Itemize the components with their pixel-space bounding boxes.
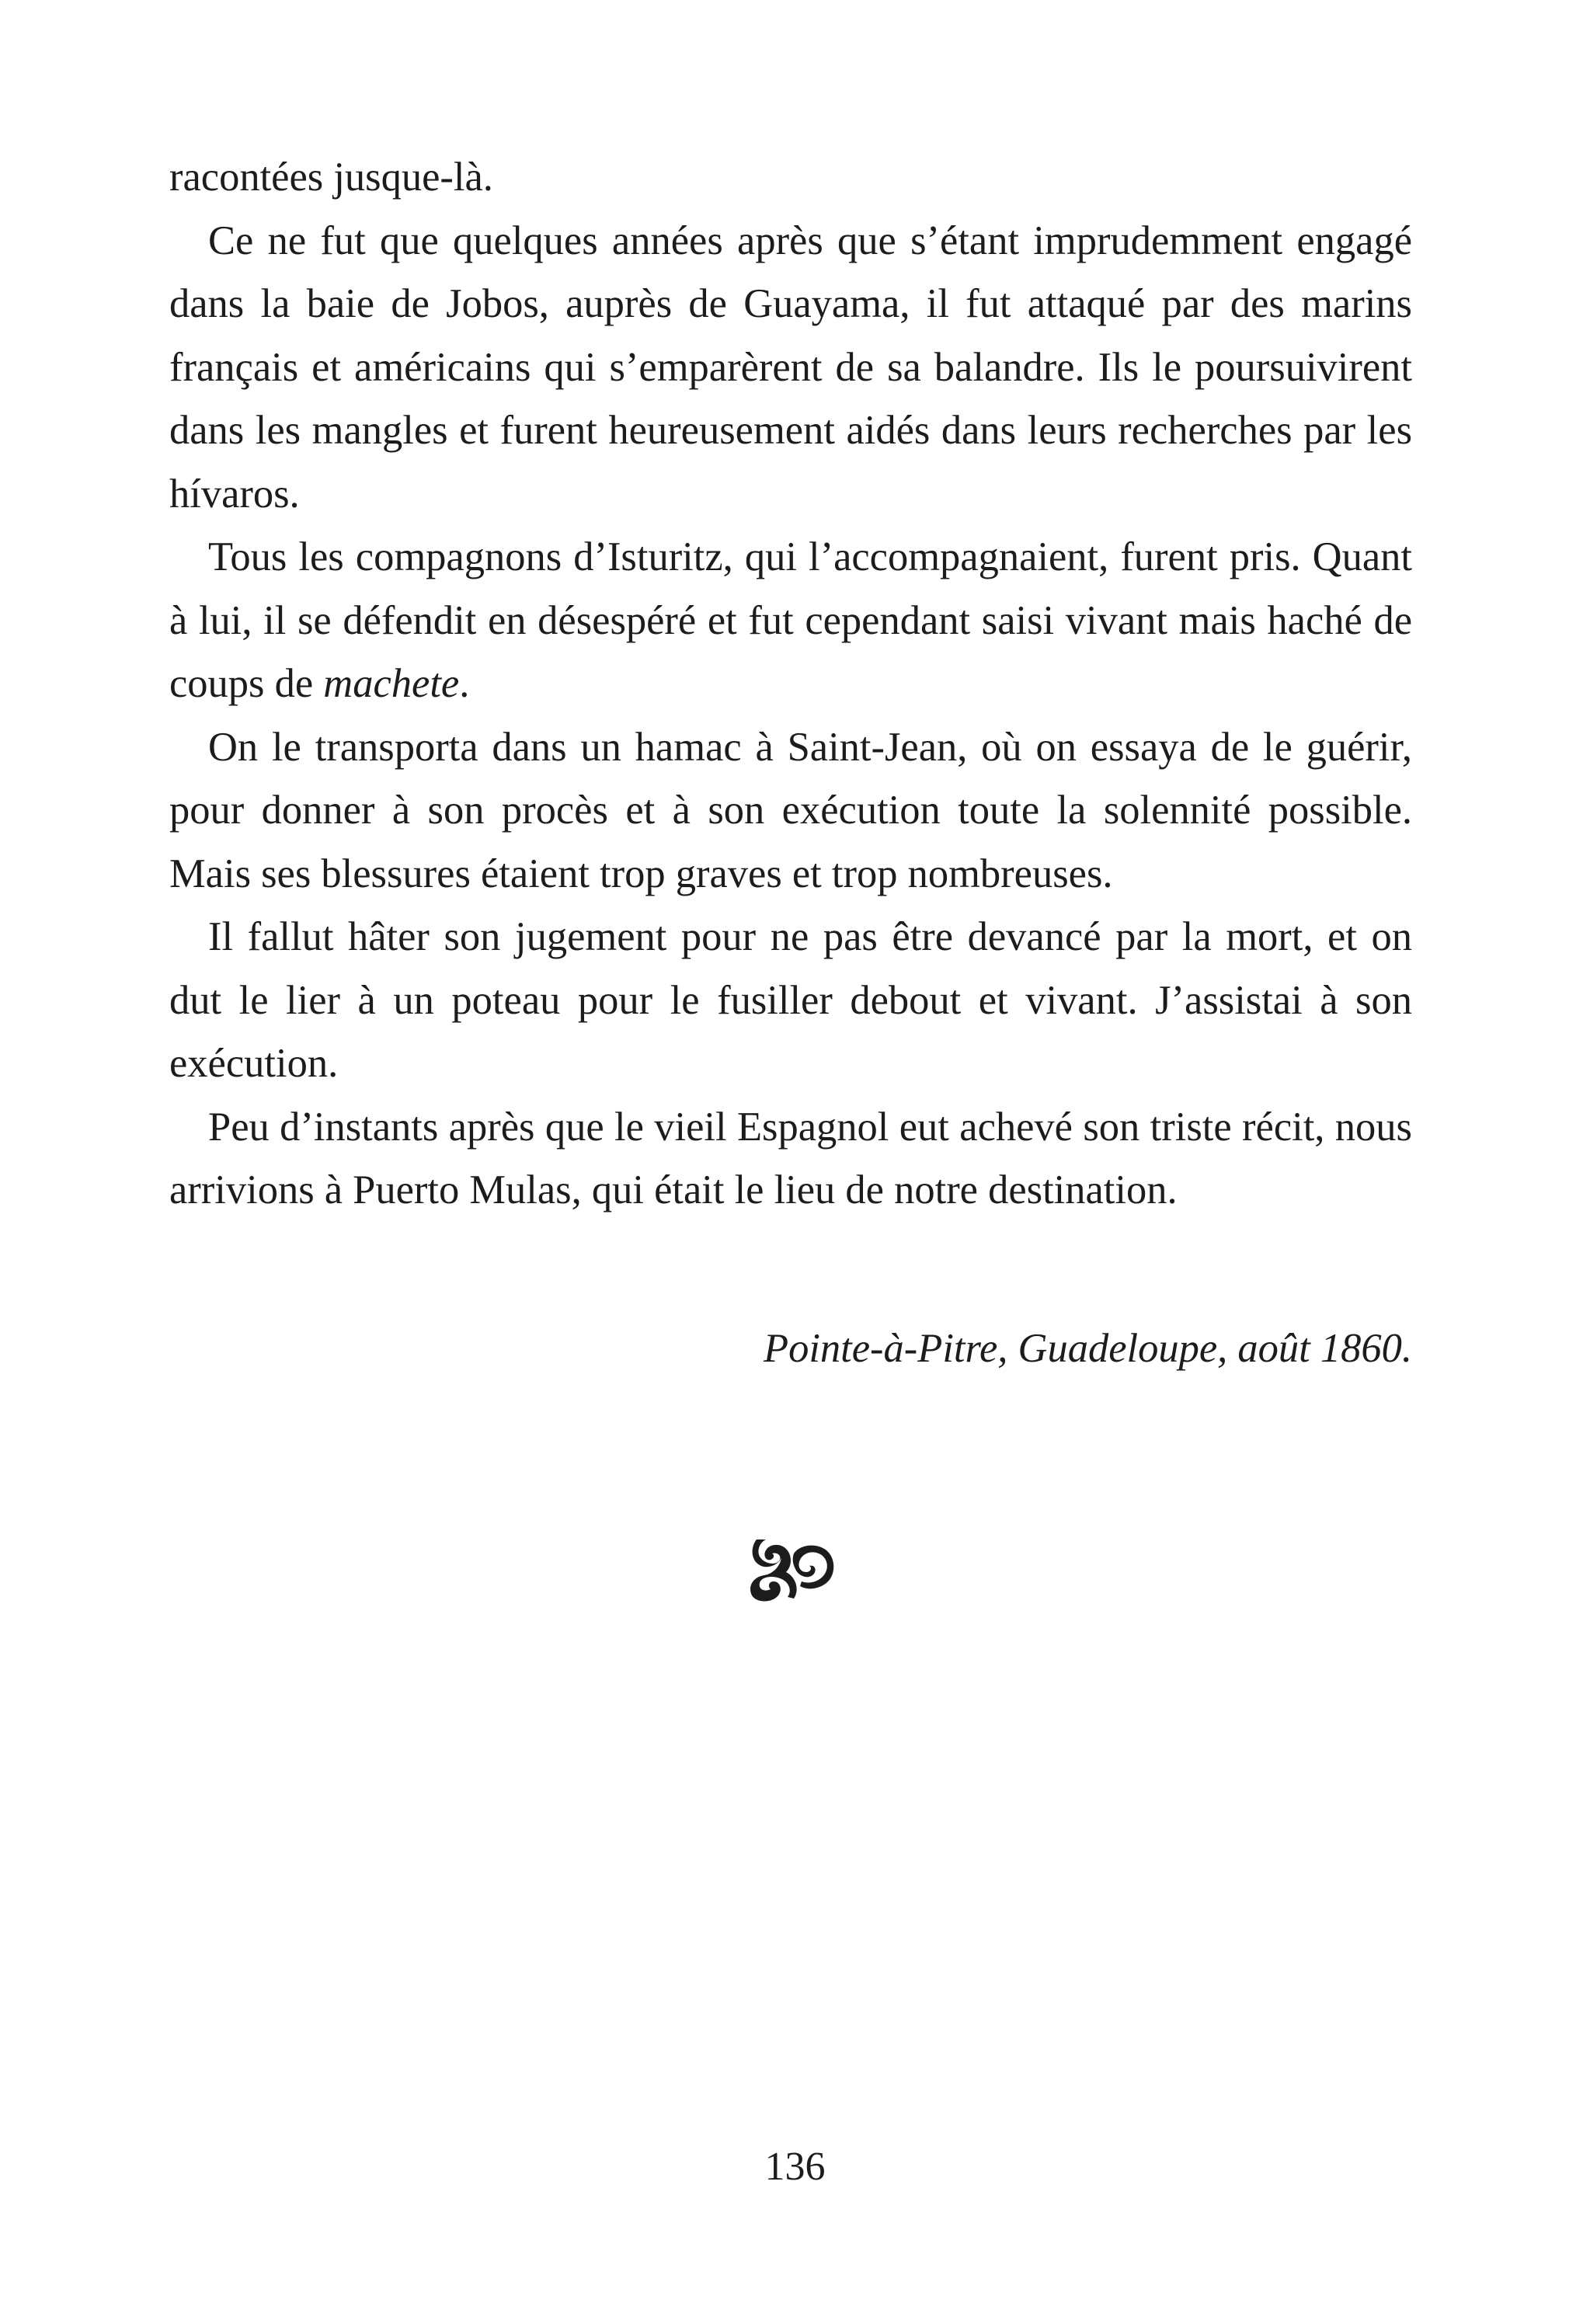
- paragraph-capture-start: Tous les compagnons d’Isturitz, qui l’accompagnaient, furent pris. Quant à lui, il se défendit en désespéré et fut cependant saisi vivant mais haché de coups de: [169, 534, 1412, 706]
- paragraph-capture-end: .: [459, 661, 470, 706]
- paragraph-continuation: racontées jusque-là.: [169, 155, 493, 200]
- paragraph-attack: Ce ne fut que quelques années après que s’étant imprudemment engagé dans la baie de Jobos, auprès de Guayama, il fut attaqué par des marins français et américains qui s’emparèrent de sa balandre. Ils le poursuivirent dans les mangles et furent heureusement aidés dans leurs recherches par les hívaros.: [169, 217, 1412, 517]
- italic-word-machete: machete: [323, 661, 460, 706]
- paragraph-arrival: Peu d’instants après que le vieil Espagnol eut achevé son triste récit, nous arrivions à Puerto Mulas, qui était le lieu de notre destination.: [169, 1104, 1412, 1212]
- paragraph-capture: [169, 526, 1412, 716]
- body-text: [169, 146, 1412, 1223]
- place-date-signature: Pointe-à-Pitre, Guadeloupe, août 1860.: [764, 1326, 1412, 1371]
- paragraph-transport: On le transporta dans un hamac à Saint-Jean, où on essaya de le guérir, pour donner à son procès et à son exécution toute la solennité possible. Mais ses blessures étaient trop graves et trop nombreuses.: [169, 724, 1412, 896]
- paragraph-execution: Il fallut hâter son jugement pour ne pas être devancé par la mort, et on dut le lier à un poteau pour le fusiller debout et vivant. J’assistai à son exécution.: [169, 914, 1412, 1086]
- fleuron-ornament-icon: [746, 1530, 839, 1604]
- page-number: 136: [764, 2145, 826, 2189]
